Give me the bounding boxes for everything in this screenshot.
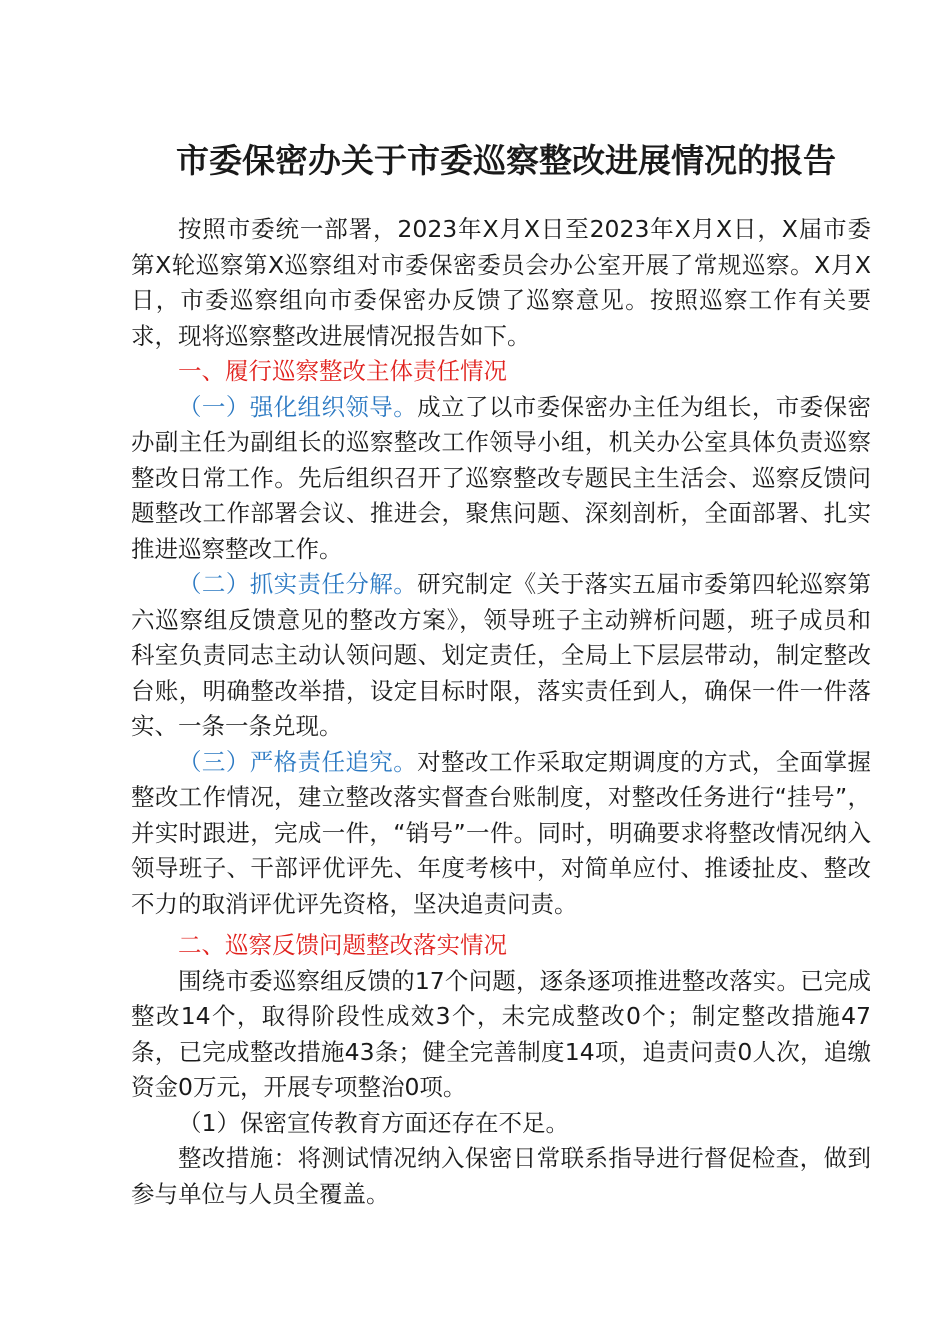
section-1-item-2 — [131, 567, 871, 745]
item-2-body: 研究制定《关于落实五届市委第四轮巡察第六巡察组反馈意见的整改方案》，领导班子主动辨析问题，班子成员和科室负责同志主动认领问题、划定责任，全局上下层层带动，制定整改台账，明确整改举措，设定目标时限，落实责任到人，确保一件一件落实、一条一条兑现。 — [131, 570, 872, 740]
document-title: 市委保密办关于市委巡察整改进展情况的报告 — [176, 141, 836, 180]
item-3-body: 对整改工作采取定期调度的方式，全面掌握整改工作情况，建立整改落实督查台账制度，对整改任务进行“挂号”，并实时跟进，完成一件，“销号”一件。同时，明确要求将整改情况纳入领导班子、干部评优评先、年度考核中，对简单应付、推诿扯皮、整改不力的取消评优评先资格，坚决追责问责。 — [131, 747, 872, 918]
item-2-lead: （二）抓实责任分解。 — [178, 570, 418, 598]
section-2-heading: 二、巡察反馈问题整改落实情况 — [178, 931, 507, 959]
item-1-body: 成立了以市委保密办主任为组长，市委保密办副主任为副组长的巡察整改工作领导小组，机关办公室具体负责巡察整改日常工作。先后组织召开了巡察整改专题民主生活会、巡察反馈问题整改工作部署会议、推进会，聚焦问题、深刻剖析，全面部署、扎实推进巡察整改工作。 — [131, 392, 872, 563]
problem-1: （1）保密宣传教育方面还存在不足。 — [178, 1108, 569, 1137]
measure-1: 整改措施：将测试情况纳入保密日常联系指导进行督促检查，做到参与单位与人员全覆盖。 — [131, 1144, 871, 1208]
section-1-heading: 一、履行巡察整改主体责任情况 — [178, 357, 507, 385]
item-3-lead: （三）严格责任追究。 — [178, 747, 418, 776]
section-2-summary: 围绕市委巡察组反馈的17个问题，逐条逐项推进整改落实。已完成整改14个，取得阶段性成效3个，未完成整改0个；制定整改措施47条，已完成整改措施43条；健全完善制度14项，追责问责0人次，追缴资金0万元，开展专项整治0项。 — [131, 966, 871, 1101]
section-1-item-1 — [131, 390, 871, 568]
section-1-item-3 — [131, 745, 871, 923]
document-page — [131, 130, 871, 1212]
intro-paragraph: 按照市委统一部署，2023年X月X日至2023年X月X日，X届市委第X轮巡察第X巡察组对市委保密委员会办公室开展了常规巡察。X月X日，市委巡察组向市委保密办反馈了巡察意见。按照巡察工作有关要求，现将巡察整改进展情况报告如下。 — [131, 215, 871, 350]
item-1-lead: （一）强化组织领导。 — [178, 392, 418, 421]
